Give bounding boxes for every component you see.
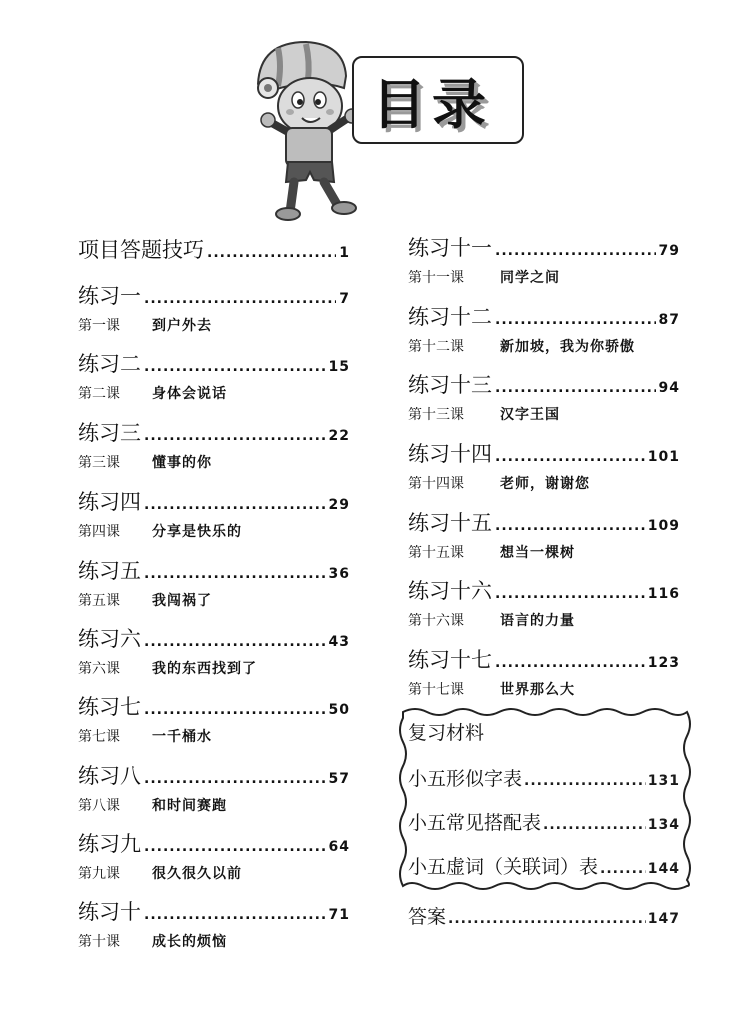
entry-title: 练习九: [78, 832, 141, 856]
lesson-number: 第七课: [78, 729, 120, 745]
leader-dots: [543, 817, 646, 833]
lesson-number: 第二课: [78, 386, 120, 402]
entry-title: 练习十: [78, 900, 141, 924]
lesson-number: 第十六课: [408, 613, 464, 629]
page-number: 134: [647, 817, 680, 833]
leader-dots: [144, 634, 326, 650]
entry-title: 练习六: [78, 627, 141, 651]
page-number: 29: [328, 497, 350, 513]
lesson-name: 分享是快乐的: [152, 524, 242, 540]
toc-entry[interactable]: [78, 896, 350, 951]
page-number: 71: [328, 907, 350, 923]
page-number: 7: [339, 291, 350, 307]
entry-title: 练习十四: [408, 442, 492, 466]
lesson-number: 第十七课: [408, 682, 464, 698]
lesson-number: 第一课: [78, 318, 120, 334]
mascot-illustration: [248, 36, 368, 222]
lesson-name: 想当一棵树: [500, 545, 575, 561]
lesson-number: 第六课: [78, 661, 120, 677]
lesson-name: 世界那么大: [500, 682, 575, 698]
toc-entry[interactable]: [78, 691, 350, 746]
entry-title: 答案: [408, 906, 447, 928]
leader-dots: [495, 518, 645, 534]
leader-dots: [144, 291, 336, 307]
entry-title: 练习十六: [408, 579, 492, 603]
toc-entry[interactable]: [408, 507, 680, 562]
lesson-name: 我闯祸了: [152, 593, 212, 609]
toc-entry[interactable]: [78, 623, 350, 678]
leader-dots: [207, 245, 336, 261]
entry-title: 练习十五: [408, 511, 492, 535]
page-number: 94: [658, 380, 680, 396]
toc-entry[interactable]: [408, 644, 680, 699]
leader-dots: [495, 449, 645, 465]
toc-entry[interactable]: [78, 555, 350, 610]
page-number: 36: [328, 566, 350, 582]
leader-dots: [144, 566, 326, 582]
toc-entry[interactable]: [408, 369, 680, 424]
page-number: 147: [647, 911, 680, 927]
page-number: 116: [647, 586, 680, 602]
page-number: 64: [328, 839, 350, 855]
lesson-name: 身体会说话: [152, 386, 227, 402]
entry-title: 练习十三: [408, 373, 492, 397]
page-number: 79: [658, 243, 680, 259]
toc-entry[interactable]: [408, 438, 680, 493]
lesson-number: 第三课: [78, 455, 120, 471]
leader-dots: [495, 243, 656, 259]
page-number: 131: [647, 773, 680, 789]
leader-dots: [448, 911, 646, 927]
lesson-number: 第九课: [78, 866, 120, 882]
leader-dots: [600, 861, 646, 877]
toc-entry[interactable]: [78, 348, 350, 403]
lesson-number: 第十一课: [408, 270, 464, 286]
lesson-name: 一千桶水: [152, 729, 212, 745]
toc-entry[interactable]: [408, 575, 680, 630]
lesson-name: 新加坡，我为你骄傲: [500, 339, 635, 355]
toc-entry[interactable]: [408, 232, 680, 287]
entry-title: 练习一: [78, 284, 141, 308]
lesson-number: 第十三课: [408, 407, 464, 423]
leader-dots: [144, 771, 326, 787]
page-number: 50: [328, 702, 350, 718]
lesson-name: 我的东西找到了: [152, 661, 257, 677]
page-number: 87: [658, 312, 680, 328]
entry-title: 练习四: [78, 490, 141, 514]
toc-entry[interactable]: [78, 280, 350, 335]
lesson-number: 第四课: [78, 524, 120, 540]
lesson-number: 第五课: [78, 593, 120, 609]
page-number: 101: [647, 449, 680, 465]
lesson-number: 第十课: [78, 934, 120, 950]
entry-title: 项目答题技巧: [78, 238, 204, 262]
leader-dots: [144, 428, 326, 444]
review-entry[interactable]: [408, 852, 680, 879]
entry-title: 练习五: [78, 559, 141, 583]
review-entry[interactable]: [408, 808, 680, 835]
entry-title: 练习十二: [408, 305, 492, 329]
leader-dots: [144, 497, 326, 513]
lesson-name: 汉字王国: [500, 407, 560, 423]
lesson-name: 和时间赛跑: [152, 798, 227, 814]
lesson-number: 第八课: [78, 798, 120, 814]
leader-dots: [495, 380, 656, 396]
toc-entry[interactable]: [78, 234, 350, 264]
lesson-name: 老师，谢谢您: [500, 476, 590, 492]
lesson-name: 很久很久以前: [152, 866, 242, 882]
page-number: 43: [328, 634, 350, 650]
page-number: 109: [647, 518, 680, 534]
leader-dots: [144, 359, 326, 375]
review-section-title: 复习材料: [408, 722, 485, 744]
leader-dots: [495, 655, 645, 671]
page-title: 目录: [372, 73, 492, 136]
lesson-name: 同学之间: [500, 270, 560, 286]
entry-title: 练习二: [78, 352, 141, 376]
entry-title: 练习八: [78, 764, 141, 788]
leader-dots: [144, 702, 326, 718]
lesson-name: 懂事的你: [152, 455, 212, 471]
lesson-number: 第十五课: [408, 545, 464, 561]
page-number: 144: [647, 861, 680, 877]
lesson-number: 第十二课: [408, 339, 464, 355]
toc-entry[interactable]: [78, 828, 350, 883]
page-number: 15: [328, 359, 350, 375]
toc-entry[interactable]: [78, 486, 350, 541]
lesson-number: 第十四课: [408, 476, 464, 492]
leader-dots: [495, 312, 656, 328]
page-number: 57: [328, 771, 350, 787]
toc-entry[interactable]: [78, 760, 350, 815]
entry-title: 小五虚词（关联词）表: [408, 856, 599, 878]
leader-dots: [144, 839, 326, 855]
page-number: 22: [328, 428, 350, 444]
entry-title: 小五常见搭配表: [408, 812, 542, 834]
lesson-name: 到户外去: [152, 318, 212, 334]
page-number: 1: [339, 245, 350, 261]
answers-entry[interactable]: [408, 902, 680, 929]
entry-title: 练习十一: [408, 236, 492, 260]
leader-dots: [524, 773, 646, 789]
page-number: 123: [647, 655, 680, 671]
entry-title: 练习十七: [408, 648, 492, 672]
review-entry[interactable]: [408, 764, 680, 791]
entry-title: 练习七: [78, 695, 141, 719]
toc-entry[interactable]: [78, 417, 350, 472]
leader-dots: [495, 586, 645, 602]
lesson-name: 成长的烦恼: [152, 934, 227, 950]
entry-title: 练习三: [78, 421, 141, 445]
toc-entry[interactable]: [408, 301, 680, 356]
entry-title: 小五形似字表: [408, 768, 523, 790]
lesson-name: 语言的力量: [500, 613, 575, 629]
leader-dots: [144, 907, 326, 923]
